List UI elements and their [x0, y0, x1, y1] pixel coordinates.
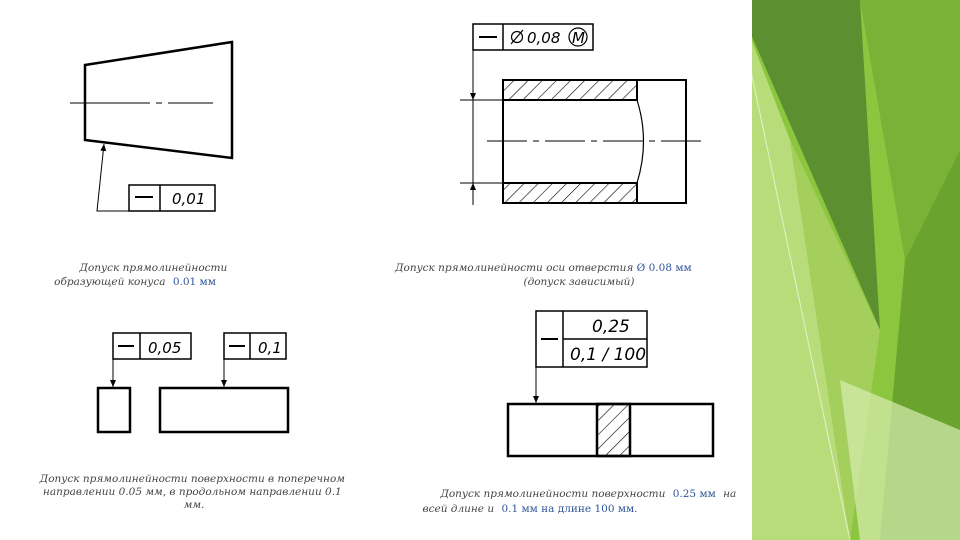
hatched-wall-bottom	[503, 183, 637, 203]
modifier-letter: M	[572, 29, 585, 47]
caption-prisms: Допуск прямолинейности поверхности в поперечном направлении 0.05 мм, в продольном направлении 0.1 мм.	[39, 473, 345, 511]
tolerance-value-total: 0,25	[592, 317, 630, 337]
caption-cone: Допуск прямолинейности образующей конуса 0.01 мм	[54, 262, 228, 288]
tolerance-value-right: 0,1	[258, 339, 282, 357]
tolerance-value-left: 0,05	[148, 339, 182, 357]
caption-bore: Допуск прямолинейности оси отверстия Ø 0.08 мм (допуск зависимый)	[394, 262, 692, 288]
caption-bar: Допуск прямолинейности поверхности 0.25 мм на всей длине и 0.1 мм на длине 100 мм.	[422, 488, 737, 515]
tolerance-value: 0,01	[172, 190, 206, 208]
tolerance-value: 0,08	[527, 29, 561, 47]
hatched-section	[597, 404, 630, 456]
tolerance-value-per-length: 0,1 / 100	[570, 345, 647, 365]
hatched-wall-top	[503, 80, 637, 100]
